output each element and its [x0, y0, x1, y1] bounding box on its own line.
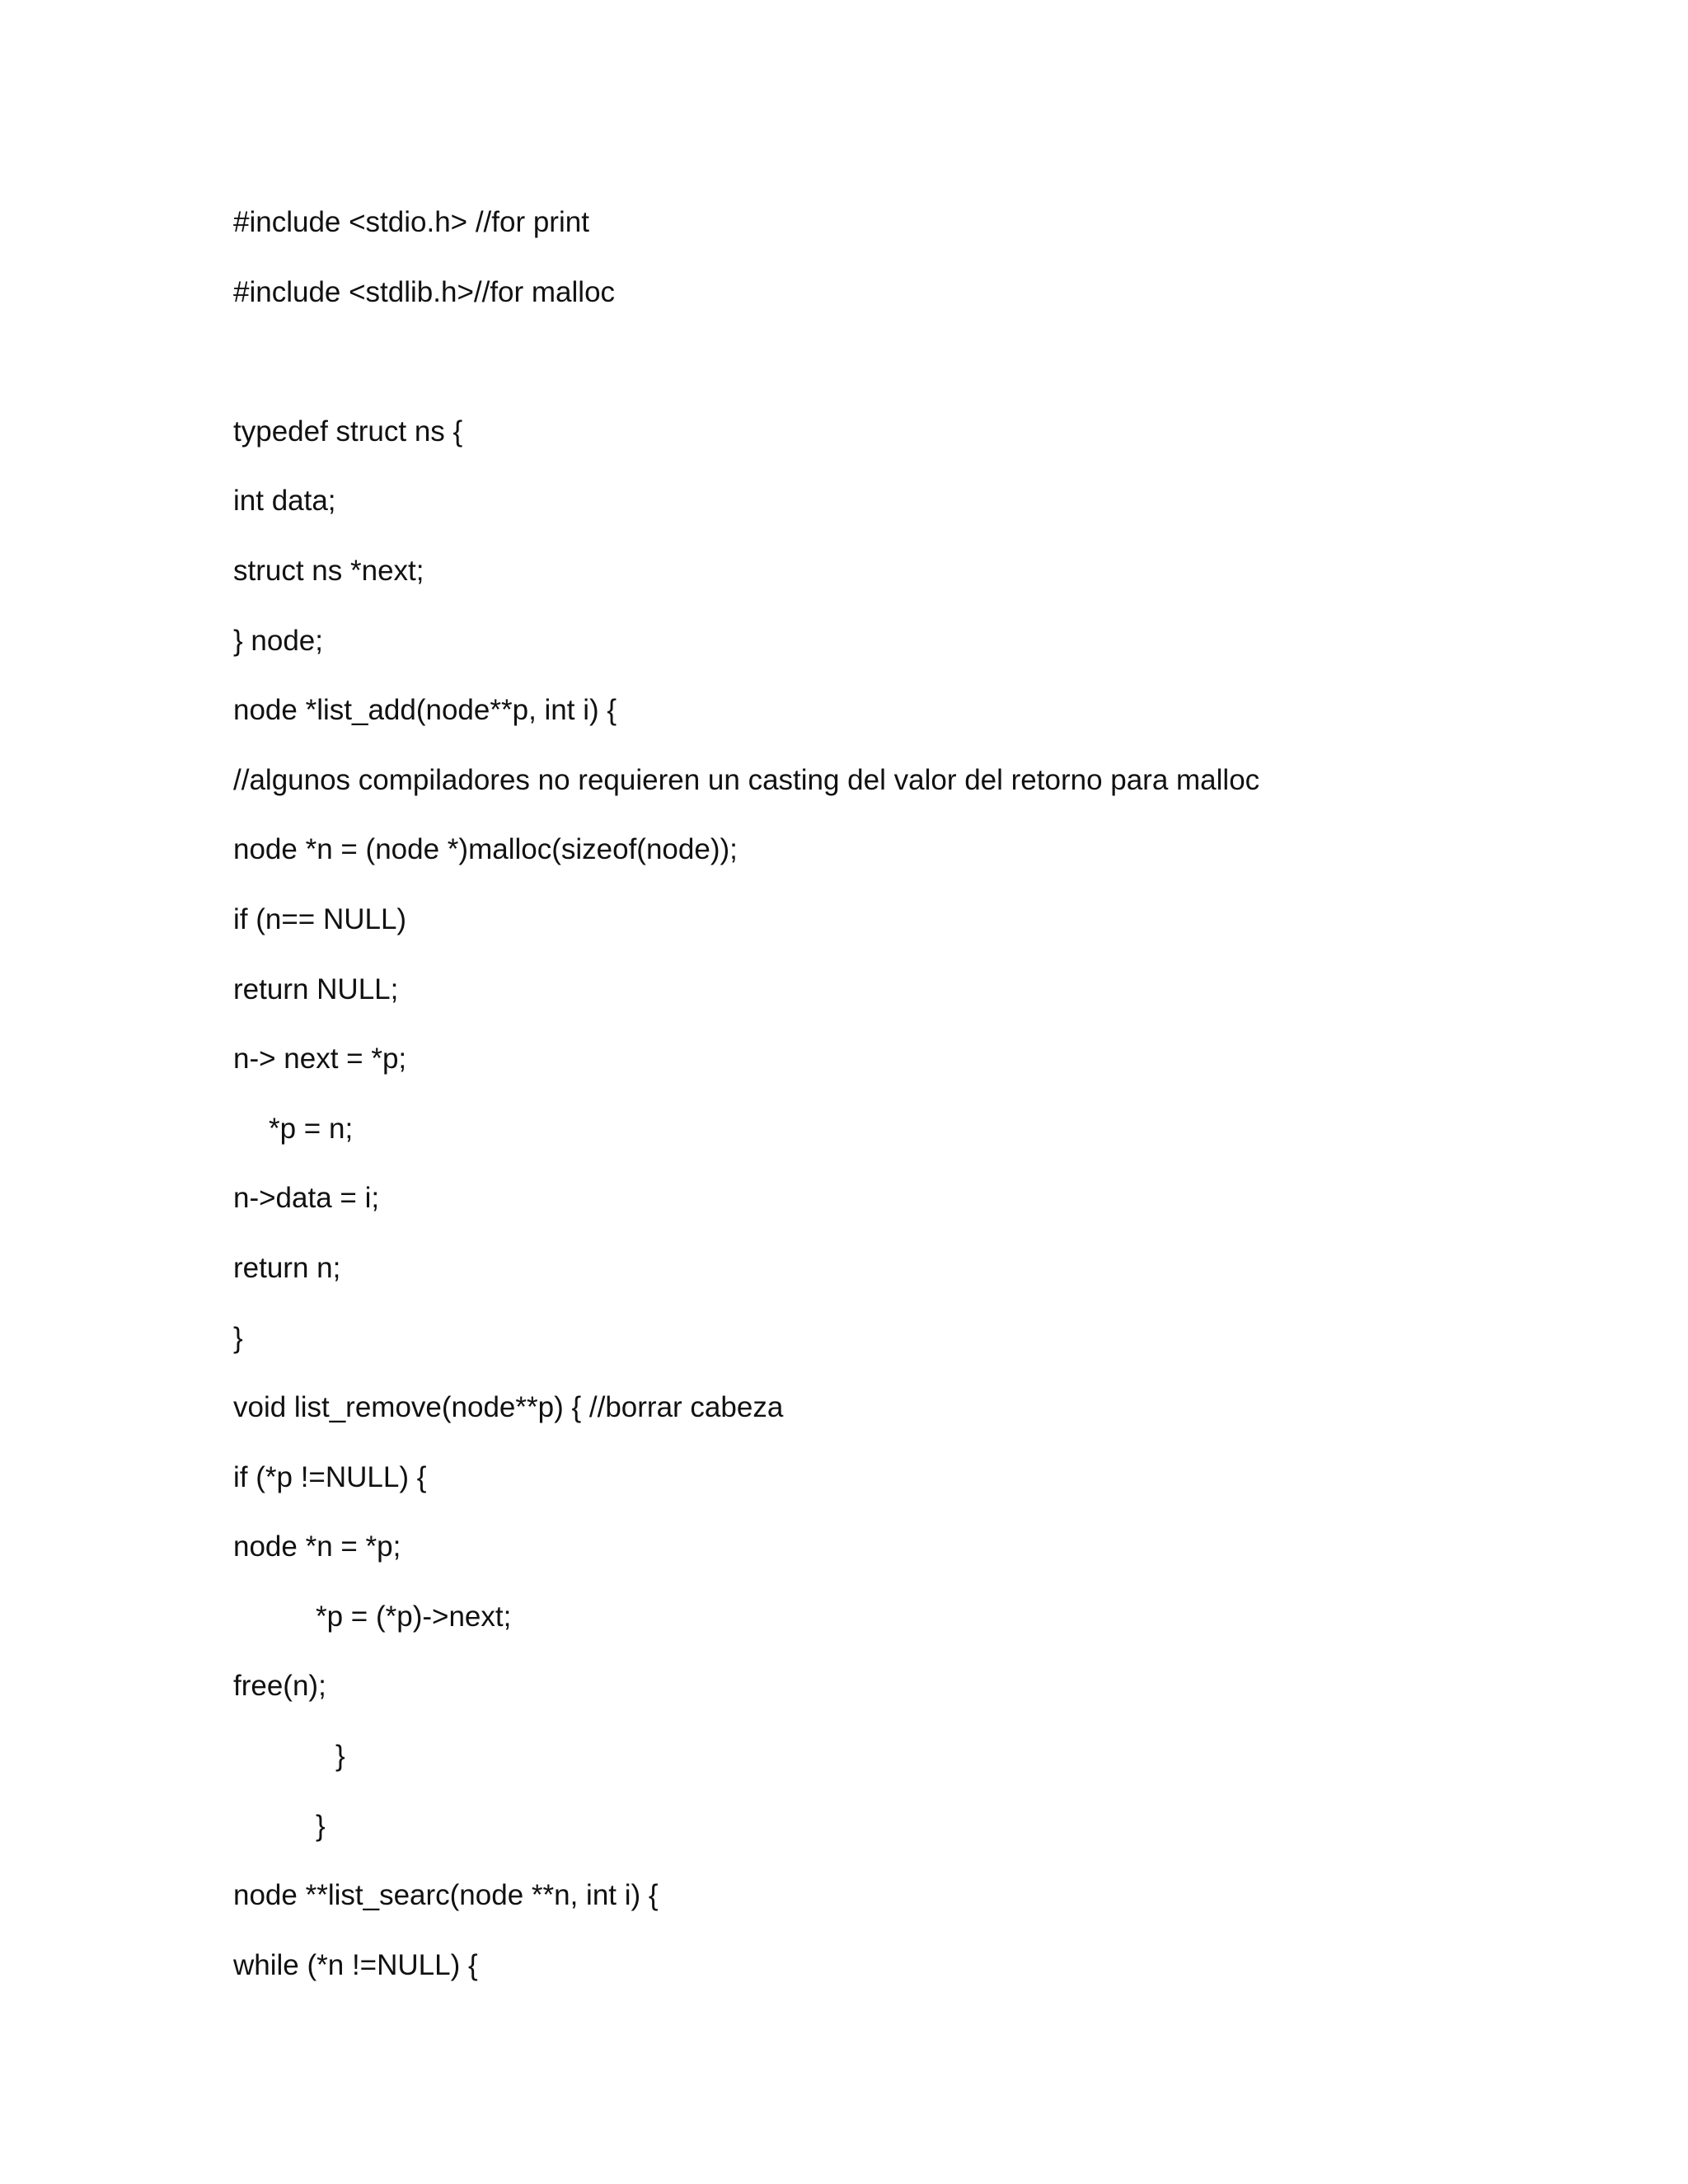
code-line-free: free(n);: [233, 1670, 326, 1703]
code-line-close-brace: }: [233, 1321, 243, 1354]
code-line-close-brace-inner: }: [335, 1740, 345, 1773]
code-line-node-close: } node;: [233, 624, 323, 657]
code-line-struct-next: struct ns *next;: [233, 554, 424, 587]
code-line-data-assign: n->data = i;: [233, 1182, 380, 1215]
code-line-return-n: return n;: [233, 1251, 341, 1284]
code-line-while: while (*n !=NULL) {: [233, 1948, 478, 1981]
code-line-comment-malloc: //algunos compiladores no requieren un casting del valor del retorno para malloc: [233, 763, 1260, 796]
code-line-malloc: node *n = (node *)malloc(sizeof(node));: [233, 833, 738, 866]
code-line-include-stdio: #include <stdio.h> //for print: [233, 206, 589, 238]
code-line-if-null: if (n== NULL): [233, 902, 407, 935]
code-line-p-next: *p = (*p)->next;: [316, 1600, 512, 1633]
code-line-return-null: return NULL;: [233, 972, 399, 1005]
code-line-list-search: node **list_searc(node **n, int i) {: [233, 1879, 659, 1912]
code-line-blank: [233, 327, 1634, 397]
code-line-list-remove: void list_remove(node**p) { //borrar cabeza: [233, 1391, 784, 1424]
code-line-int-data: int data;: [233, 485, 336, 518]
code-line-list-add: node *list_add(node**p, int i) {: [233, 694, 617, 727]
code-line-p-assign: *p = n;: [269, 1112, 354, 1145]
code-listing: [233, 188, 1634, 2000]
code-line-typedef: typedef struct ns {: [233, 415, 463, 448]
code-line-include-stdlib: #include <stdlib.h>//for malloc: [233, 275, 616, 308]
code-line-next-assign: n-> next = *p;: [233, 1043, 407, 1076]
code-line-node-n: node *n = *p;: [233, 1530, 401, 1563]
code-line-if-not-null: if (*p !=NULL) {: [233, 1460, 427, 1493]
code-line-close-brace-outer: }: [316, 1809, 326, 1842]
